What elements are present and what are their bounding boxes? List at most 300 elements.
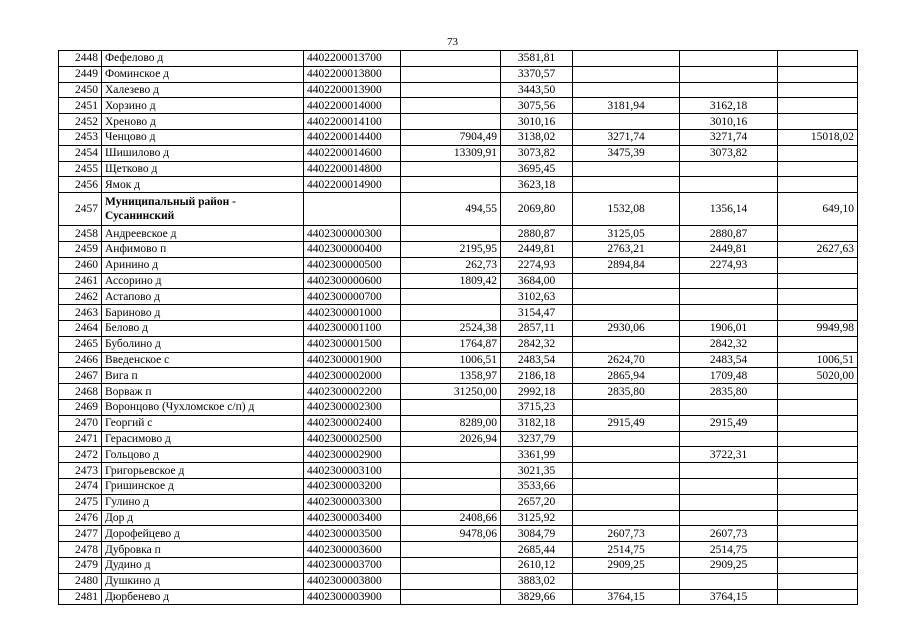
settlement-name-cell: Гулино д	[102, 494, 304, 510]
value-cell-2: 3715,23	[501, 399, 573, 415]
value-cell-3	[573, 66, 680, 82]
value-cell-5	[778, 589, 858, 605]
settlement-name-cell: Ямок д	[102, 177, 304, 193]
table-row	[59, 431, 858, 447]
value-cell-2: 3533,66	[501, 478, 573, 494]
table-row	[59, 51, 858, 67]
value-cell-3: 2915,49	[573, 415, 680, 431]
value-cell-5	[778, 273, 858, 289]
row-number-cell: 2471	[59, 431, 102, 447]
settlement-name-cell: Вига п	[102, 368, 304, 384]
oktmo-code-cell: 4402200014600	[304, 145, 401, 161]
oktmo-code-cell: 4402300003800	[304, 573, 401, 589]
value-cell-5	[778, 177, 858, 193]
table-row	[59, 336, 858, 352]
table-row	[59, 226, 858, 242]
value-cell-4: 1906,01	[680, 320, 778, 336]
row-number-cell: 2459	[59, 241, 102, 257]
value-cell-3: 2607,73	[573, 526, 680, 542]
settlement-name-cell: Фефелово д	[102, 51, 304, 67]
row-number-cell: 2468	[59, 384, 102, 400]
value-cell-2: 3010,16	[501, 114, 573, 130]
value-cell-5	[778, 51, 858, 67]
value-cell-5	[778, 82, 858, 98]
settlement-name-cell: Гольцово д	[102, 447, 304, 463]
value-cell-4	[680, 510, 778, 526]
value-cell-5	[778, 384, 858, 400]
settlement-name-cell: Шишилово д	[102, 145, 304, 161]
settlement-name-cell: Анфимово п	[102, 241, 304, 257]
value-cell-3	[573, 82, 680, 98]
table-row	[59, 320, 858, 336]
settlement-name-cell: Халезево д	[102, 82, 304, 98]
value-cell-3: 1532,08	[573, 193, 680, 226]
settlement-name-cell: Буболино д	[102, 336, 304, 352]
row-number-cell: 2475	[59, 494, 102, 510]
oktmo-code-cell: 4402300002000	[304, 368, 401, 384]
value-cell-4	[680, 463, 778, 479]
table-row	[59, 399, 858, 415]
value-cell-2: 2857,11	[501, 320, 573, 336]
value-cell-2: 3138,02	[501, 129, 573, 145]
value-cell-4: 1709,48	[680, 368, 778, 384]
oktmo-code-cell: 4402200014800	[304, 161, 401, 177]
value-cell-2: 3829,66	[501, 589, 573, 605]
oktmo-code-cell: 4402300001900	[304, 352, 401, 368]
value-cell-4: 2274,93	[680, 257, 778, 273]
value-cell-1	[401, 114, 501, 130]
value-cell-3: 2865,94	[573, 368, 680, 384]
table-row	[59, 98, 858, 114]
value-cell-5: 15018,02	[778, 129, 858, 145]
value-cell-2: 3883,02	[501, 573, 573, 589]
oktmo-code-cell: 4402200013900	[304, 82, 401, 98]
row-number-cell: 2473	[59, 463, 102, 479]
value-cell-2: 2449,81	[501, 241, 573, 257]
row-number-cell: 2470	[59, 415, 102, 431]
value-cell-1	[401, 447, 501, 463]
value-cell-1: 262,73	[401, 257, 501, 273]
value-cell-5	[778, 257, 858, 273]
oktmo-code-cell: 4402300003200	[304, 478, 401, 494]
value-cell-4	[680, 177, 778, 193]
value-cell-3	[573, 510, 680, 526]
value-cell-5	[778, 226, 858, 242]
table-row	[59, 478, 858, 494]
value-cell-2: 2685,44	[501, 542, 573, 558]
value-cell-1: 7904,49	[401, 129, 501, 145]
table-row	[59, 557, 858, 573]
value-cell-2: 2186,18	[501, 368, 573, 384]
row-number-cell: 2457	[59, 193, 102, 226]
value-cell-2: 3075,56	[501, 98, 573, 114]
value-cell-3: 3764,15	[573, 589, 680, 605]
oktmo-code-cell: 4402200014000	[304, 98, 401, 114]
row-number-cell: 2466	[59, 352, 102, 368]
settlement-name-cell: Ассорино д	[102, 273, 304, 289]
settlement-name-cell: Фоминское д	[102, 66, 304, 82]
oktmo-code-cell: 4402300002300	[304, 399, 401, 415]
table-row	[59, 589, 858, 605]
value-cell-4: 2835,80	[680, 384, 778, 400]
value-cell-4: 2842,32	[680, 336, 778, 352]
table-row	[59, 463, 858, 479]
value-cell-5	[778, 305, 858, 321]
oktmo-code-cell: 4402300002900	[304, 447, 401, 463]
oktmo-code-cell: 4402300002400	[304, 415, 401, 431]
value-cell-3	[573, 51, 680, 67]
value-cell-3: 2763,21	[573, 241, 680, 257]
row-number-cell: 2463	[59, 305, 102, 321]
value-cell-1: 31250,00	[401, 384, 501, 400]
settlement-name-cell: Герасимово д	[102, 431, 304, 447]
row-number-cell: 2479	[59, 557, 102, 573]
value-cell-3	[573, 336, 680, 352]
value-cell-4	[680, 51, 778, 67]
value-cell-5: 1006,51	[778, 352, 858, 368]
settlement-name-cell: Астапово д	[102, 289, 304, 305]
value-cell-4: 3722,31	[680, 447, 778, 463]
table-row	[59, 415, 858, 431]
settlement-name-cell: Ворваж п	[102, 384, 304, 400]
oktmo-code-cell: 4402300003600	[304, 542, 401, 558]
row-number-cell: 2455	[59, 161, 102, 177]
row-number-cell: 2456	[59, 177, 102, 193]
value-cell-5	[778, 415, 858, 431]
value-cell-2: 3581,81	[501, 51, 573, 67]
oktmo-code-cell: 4402300001100	[304, 320, 401, 336]
value-cell-5	[778, 510, 858, 526]
value-cell-1	[401, 478, 501, 494]
value-cell-4	[680, 399, 778, 415]
table-row	[59, 273, 858, 289]
value-cell-4	[680, 494, 778, 510]
settlement-name-cell: Белово д	[102, 320, 304, 336]
value-cell-5	[778, 463, 858, 479]
row-number-cell: 2477	[59, 526, 102, 542]
value-cell-5	[778, 542, 858, 558]
value-cell-5	[778, 66, 858, 82]
value-cell-5	[778, 145, 858, 161]
settlement-name-cell: Воронцово (Чухломское с/п) д	[102, 399, 304, 415]
value-cell-4: 2909,25	[680, 557, 778, 573]
value-cell-2: 3237,79	[501, 431, 573, 447]
table-row	[59, 177, 858, 193]
value-cell-3	[573, 463, 680, 479]
value-cell-1	[401, 542, 501, 558]
value-cell-5: 2627,63	[778, 241, 858, 257]
table-row	[59, 129, 858, 145]
row-number-cell: 2450	[59, 82, 102, 98]
row-number-cell: 2461	[59, 273, 102, 289]
value-cell-1	[401, 98, 501, 114]
value-cell-2: 3370,57	[501, 66, 573, 82]
settlement-name-cell: Ченцово д	[102, 129, 304, 145]
value-cell-5	[778, 478, 858, 494]
value-cell-4	[680, 273, 778, 289]
settlement-name-cell: Муниципальный район - Сусанинский	[102, 193, 304, 226]
value-cell-4	[680, 305, 778, 321]
value-cell-4: 3271,74	[680, 129, 778, 145]
value-cell-2: 3361,99	[501, 447, 573, 463]
settlement-name-cell: Аринино д	[102, 257, 304, 273]
settlement-name-cell: Дубровка п	[102, 542, 304, 558]
oktmo-code-cell: 4402300000600	[304, 273, 401, 289]
value-cell-5	[778, 98, 858, 114]
oktmo-code-cell: 4402300003700	[304, 557, 401, 573]
value-cell-3	[573, 114, 680, 130]
settlement-name-cell: Введенское с	[102, 352, 304, 368]
value-cell-4: 1356,14	[680, 193, 778, 226]
value-cell-1: 13309,91	[401, 145, 501, 161]
value-cell-1: 9478,06	[401, 526, 501, 542]
row-number-cell: 2464	[59, 320, 102, 336]
value-cell-4	[680, 289, 778, 305]
value-cell-1	[401, 289, 501, 305]
table-row	[59, 241, 858, 257]
value-cell-1: 2524,38	[401, 320, 501, 336]
value-cell-4	[680, 66, 778, 82]
oktmo-code-cell: 4402300003500	[304, 526, 401, 542]
settlement-name-cell: Григорьевское д	[102, 463, 304, 479]
table-row	[59, 66, 858, 82]
oktmo-code-cell: 4402200013800	[304, 66, 401, 82]
oktmo-code-cell: 4402300002500	[304, 431, 401, 447]
row-number-cell: 2462	[59, 289, 102, 305]
value-cell-5	[778, 289, 858, 305]
value-cell-2: 3684,00	[501, 273, 573, 289]
value-cell-4	[680, 478, 778, 494]
settlement-name-cell: Дюрбенево д	[102, 589, 304, 605]
value-cell-1	[401, 305, 501, 321]
settlement-name-cell: Бариново д	[102, 305, 304, 321]
value-cell-3: 2930,06	[573, 320, 680, 336]
value-cell-2: 3443,50	[501, 82, 573, 98]
row-number-cell: 2453	[59, 129, 102, 145]
value-cell-3	[573, 399, 680, 415]
value-cell-5: 9949,98	[778, 320, 858, 336]
value-cell-2: 3154,47	[501, 305, 573, 321]
value-cell-2: 2992,18	[501, 384, 573, 400]
value-cell-1	[401, 573, 501, 589]
settlement-name-cell: Андреевское д	[102, 226, 304, 242]
value-cell-2: 2610,12	[501, 557, 573, 573]
value-cell-2: 3125,92	[501, 510, 573, 526]
value-cell-2: 2880,87	[501, 226, 573, 242]
oktmo-code-cell: 4402200014900	[304, 177, 401, 193]
oktmo-code-cell: 4402300003100	[304, 463, 401, 479]
row-number-cell: 2452	[59, 114, 102, 130]
oktmo-code-cell: 4402300002200	[304, 384, 401, 400]
value-cell-4	[680, 431, 778, 447]
value-cell-1	[401, 51, 501, 67]
value-cell-3: 3475,39	[573, 145, 680, 161]
value-cell-3: 3181,94	[573, 98, 680, 114]
value-cell-2: 3695,45	[501, 161, 573, 177]
row-number-cell: 2460	[59, 257, 102, 273]
row-number-cell: 2480	[59, 573, 102, 589]
value-cell-1	[401, 463, 501, 479]
value-cell-3	[573, 305, 680, 321]
oktmo-code-cell: 4402200014400	[304, 129, 401, 145]
value-cell-4: 2449,81	[680, 241, 778, 257]
value-cell-1: 2026,94	[401, 431, 501, 447]
table-row	[59, 510, 858, 526]
value-cell-3	[573, 431, 680, 447]
row-number-cell: 2448	[59, 51, 102, 67]
value-cell-2: 3623,18	[501, 177, 573, 193]
oktmo-code-cell: 4402300003300	[304, 494, 401, 510]
value-cell-1	[401, 161, 501, 177]
value-cell-2: 2657,20	[501, 494, 573, 510]
row-number-cell: 2478	[59, 542, 102, 558]
value-cell-4: 3764,15	[680, 589, 778, 605]
value-cell-5	[778, 336, 858, 352]
row-number-cell: 2449	[59, 66, 102, 82]
value-cell-4: 3162,18	[680, 98, 778, 114]
value-cell-3: 2624,70	[573, 352, 680, 368]
value-cell-5	[778, 573, 858, 589]
value-cell-2: 2069,80	[501, 193, 573, 226]
value-cell-4	[680, 573, 778, 589]
row-number-cell: 2454	[59, 145, 102, 161]
value-cell-4: 3010,16	[680, 114, 778, 130]
value-cell-1: 2195,95	[401, 241, 501, 257]
value-cell-4: 2880,87	[680, 226, 778, 242]
oktmo-code-cell: 4402300003400	[304, 510, 401, 526]
table-row	[59, 526, 858, 542]
table-row	[59, 368, 858, 384]
settlement-name-cell: Хорзино д	[102, 98, 304, 114]
value-cell-1: 1809,42	[401, 273, 501, 289]
row-number-cell: 2465	[59, 336, 102, 352]
table-row	[59, 114, 858, 130]
value-cell-2: 2483,54	[501, 352, 573, 368]
table-row	[59, 145, 858, 161]
value-cell-1: 1358,97	[401, 368, 501, 384]
table-row	[59, 542, 858, 558]
value-cell-4: 2607,73	[680, 526, 778, 542]
value-cell-4: 3073,82	[680, 145, 778, 161]
value-cell-4	[680, 161, 778, 177]
value-cell-1: 494,55	[401, 193, 501, 226]
value-cell-3: 2894,84	[573, 257, 680, 273]
table-body	[59, 51, 858, 605]
row-number-cell: 2458	[59, 226, 102, 242]
settlement-name-cell: Хреново д	[102, 114, 304, 130]
value-cell-1	[401, 399, 501, 415]
table-row	[59, 384, 858, 400]
value-cell-1: 1006,51	[401, 352, 501, 368]
row-number-cell: 2467	[59, 368, 102, 384]
value-cell-4	[680, 82, 778, 98]
value-cell-1	[401, 494, 501, 510]
oktmo-code-cell: 4402300000400	[304, 241, 401, 257]
settlement-name-cell: Георгий с	[102, 415, 304, 431]
row-number-cell: 2476	[59, 510, 102, 526]
table-row	[59, 494, 858, 510]
settlement-name-cell: Душкино д	[102, 573, 304, 589]
value-cell-3	[573, 494, 680, 510]
value-cell-3	[573, 573, 680, 589]
value-cell-2: 3021,35	[501, 463, 573, 479]
value-cell-1	[401, 557, 501, 573]
value-cell-3	[573, 478, 680, 494]
table-row	[59, 573, 858, 589]
value-cell-4: 2514,75	[680, 542, 778, 558]
settlement-name-cell: Гришинское д	[102, 478, 304, 494]
value-cell-5	[778, 447, 858, 463]
value-cell-3	[573, 177, 680, 193]
table-row	[59, 161, 858, 177]
table-row	[59, 352, 858, 368]
page-number: 73	[447, 36, 458, 48]
value-cell-1: 1764,87	[401, 336, 501, 352]
value-cell-5	[778, 431, 858, 447]
value-cell-3: 2835,80	[573, 384, 680, 400]
table-row	[59, 82, 858, 98]
value-cell-5	[778, 161, 858, 177]
oktmo-code-cell: 4402200013700	[304, 51, 401, 67]
value-cell-3: 2909,25	[573, 557, 680, 573]
row-number-cell: 2469	[59, 399, 102, 415]
row-number-cell: 2472	[59, 447, 102, 463]
value-cell-1: 8289,00	[401, 415, 501, 431]
value-cell-1	[401, 177, 501, 193]
value-cell-5	[778, 557, 858, 573]
value-cell-3	[573, 289, 680, 305]
table-row	[59, 289, 858, 305]
value-cell-3: 3271,74	[573, 129, 680, 145]
row-number-cell: 2474	[59, 478, 102, 494]
value-cell-5: 649,10	[778, 193, 858, 226]
value-cell-3	[573, 447, 680, 463]
table-row	[59, 305, 858, 321]
value-cell-3: 3125,05	[573, 226, 680, 242]
table-row	[59, 257, 858, 273]
value-cell-5	[778, 399, 858, 415]
table-row	[59, 193, 858, 226]
value-cell-2: 3084,79	[501, 526, 573, 542]
value-cell-1	[401, 226, 501, 242]
value-cell-2: 3073,82	[501, 145, 573, 161]
oktmo-code-cell: 4402300000500	[304, 257, 401, 273]
value-cell-2: 2842,32	[501, 336, 573, 352]
settlement-name-cell: Щетково д	[102, 161, 304, 177]
value-cell-1: 2408,66	[401, 510, 501, 526]
oktmo-code-cell	[304, 193, 401, 226]
oktmo-code-cell: 4402300001500	[304, 336, 401, 352]
oktmo-code-cell: 4402200014100	[304, 114, 401, 130]
settlement-name-cell: Дор д	[102, 510, 304, 526]
value-cell-5	[778, 114, 858, 130]
row-number-cell: 2451	[59, 98, 102, 114]
settlement-name-cell: Дорофейцево д	[102, 526, 304, 542]
value-cell-3	[573, 273, 680, 289]
value-cell-4: 2483,54	[680, 352, 778, 368]
value-cell-2: 3182,18	[501, 415, 573, 431]
oktmo-code-cell: 4402300000300	[304, 226, 401, 242]
value-cell-3	[573, 161, 680, 177]
oktmo-code-cell: 4402300001000	[304, 305, 401, 321]
value-cell-3: 2514,75	[573, 542, 680, 558]
value-cell-2: 3102,63	[501, 289, 573, 305]
value-cell-5	[778, 494, 858, 510]
value-cell-5	[778, 526, 858, 542]
value-cell-1	[401, 66, 501, 82]
value-cell-4: 2915,49	[680, 415, 778, 431]
value-cell-1	[401, 82, 501, 98]
